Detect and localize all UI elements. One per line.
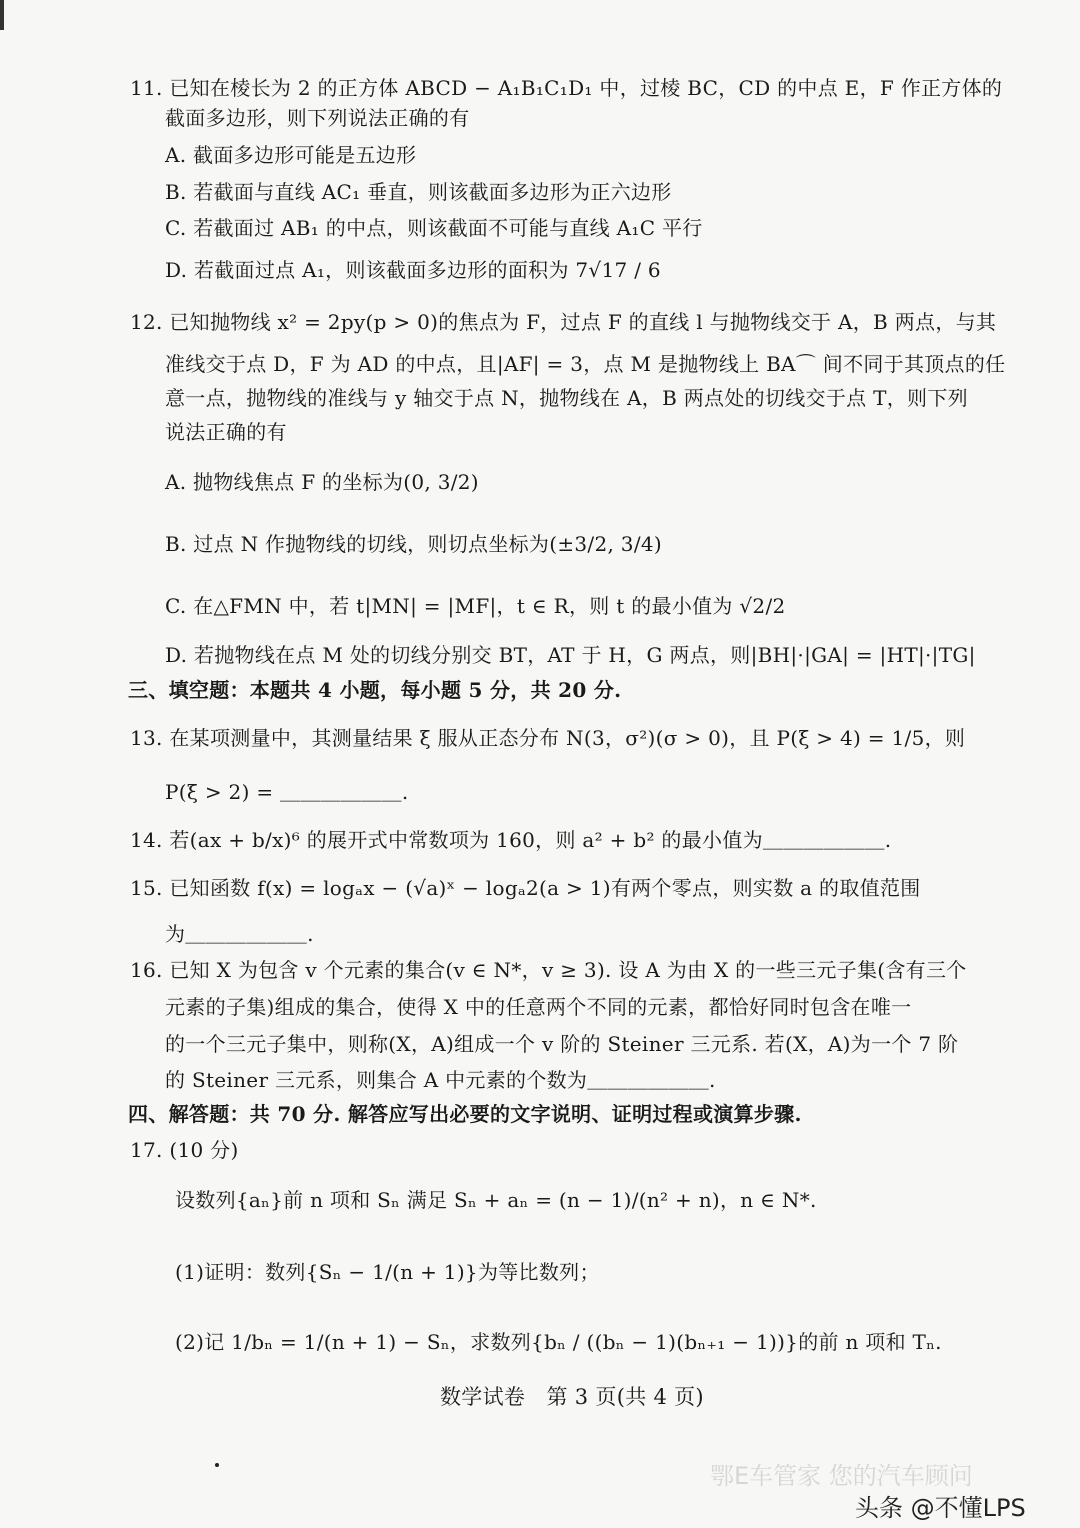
question-15-cont: 为＿＿＿＿＿＿. [165, 922, 314, 946]
question-12-cont1: 准线交于点 D，F 为 AD 的中点，且|AF| = 3，点 M 是抛物线上 BA⌒ 间不同于其顶点的任 [165, 352, 1006, 376]
section-fill-blank-heading: 三、填空题：本题共 4 小题，每小题 5 分，共 20 分. [128, 678, 622, 702]
question-17-part2: (2)记 1/bₙ = 1/(n + 1) − Sₙ，求数列{bₙ / ((bₙ − 1)(bₙ₊₁ − 1))}的前 n 项和 Tₙ. [175, 1330, 942, 1354]
question-12-cont3: 说法正确的有 [165, 420, 287, 444]
question-11: 11. 已知在棱长为 2 的正方体 ABCD − A₁B₁C₁D₁ 中，过棱 BC，CD 的中点 E，F 作正方体的 [130, 76, 1003, 100]
scan-speck [215, 1463, 219, 1467]
question-16: 16. 已知 X 为包含 v 个元素的集合(v ∈ N*，v ≥ 3). 设 A 为由 X 的一些三元子集(含有三个 [130, 958, 967, 982]
question-13-cont: P(ξ > 2) = ＿＿＿＿＿＿. [165, 780, 409, 804]
question-16-cont2: 的一个三元子集中，则称(X，A)组成一个 v 阶的 Steiner 三元系. 若(X，A)为一个 7 阶 [165, 1032, 959, 1056]
option-12d: D. 若抛物线在点 M 处的切线分别交 BT，AT 于 H，G 两点，则|BH|·|GA| = |HT|·|TG| [165, 643, 976, 667]
question-11-cont: 截面多边形，则下列说法正确的有 [165, 106, 470, 130]
question-15: 15. 已知函数 f(x) = logₐx − (√a)ˣ − logₐ2(a > 1)有两个零点，则实数 a 的取值范围 [130, 876, 921, 900]
question-13: 13. 在某项测量中，其测量结果 ξ 服从正态分布 N(3，σ²)(σ > 0)，且 P(ξ > 4) = 1/5，则 [130, 726, 966, 750]
question-16-cont3: 的 Steiner 三元系，则集合 A 中元素的个数为＿＿＿＿＿＿. [165, 1068, 716, 1092]
option-11c: C. 若截面过 AB₁ 的中点，则该截面不可能与直线 A₁C 平行 [165, 216, 703, 240]
page-footer: 数学试卷 第 3 页(共 4 页) [440, 1385, 704, 1409]
question-17-stem: 设数列{aₙ}前 n 项和 Sₙ 满足 Sₙ + aₙ = (n − 1)/(n² + n)，n ∈ N*. [175, 1188, 817, 1212]
option-11a: A. 截面多边形可能是五边形 [165, 143, 417, 167]
question-17-part1: (1)证明：数列{Sₙ − 1/(n + 1)}为等比数列； [175, 1260, 600, 1284]
question-14: 14. 若(ax + b/x)⁶ 的展开式中常数项为 160，则 a² + b² 的最小值为＿＿＿＿＿＿. [130, 828, 892, 852]
section-answer-heading: 四、解答题：共 70 分. 解答应写出必要的文字说明、证明过程或演算步骤. [128, 1102, 802, 1126]
option-12c: C. 在△FMN 中，若 t|MN| = |MF|，t ∈ R，则 t 的最小值为 √2/2 [165, 594, 786, 618]
toutiao-watermark: 头条 @不懂LPS [855, 1494, 1026, 1522]
option-11d: D. 若截面过点 A₁，则该截面多边形的面积为 7√17 / 6 [165, 258, 661, 282]
option-12a: A. 抛物线焦点 F 的坐标为(0, 3/2) [165, 470, 479, 494]
option-11b: B. 若截面与直线 AC₁ 垂直，则该截面多边形为正六边形 [165, 180, 672, 204]
question-12: 12. 已知抛物线 x² = 2py(p > 0)的焦点为 F，过点 F 的直线 l 与抛物线交于 A，B 两点，与其 [130, 310, 997, 334]
question-16-cont1: 元素的子集)组成的集合，使得 X 中的任意两个不同的元素，都恰好同时包含在唯一 [165, 995, 912, 1019]
wechat-watermark: 鄂E车管家 您的汽车顾问 [710, 1462, 973, 1490]
question-12-cont2: 意一点，抛物线的准线与 y 轴交于点 N，抛物线在 A，B 两点处的切线交于点 T，则下列 [165, 386, 968, 410]
question-17: 17. (10 分) [130, 1138, 239, 1162]
scan-edge [0, 0, 4, 30]
option-12b: B. 过点 N 作抛物线的切线，则切点坐标为(±3/2, 3/4) [165, 532, 662, 556]
